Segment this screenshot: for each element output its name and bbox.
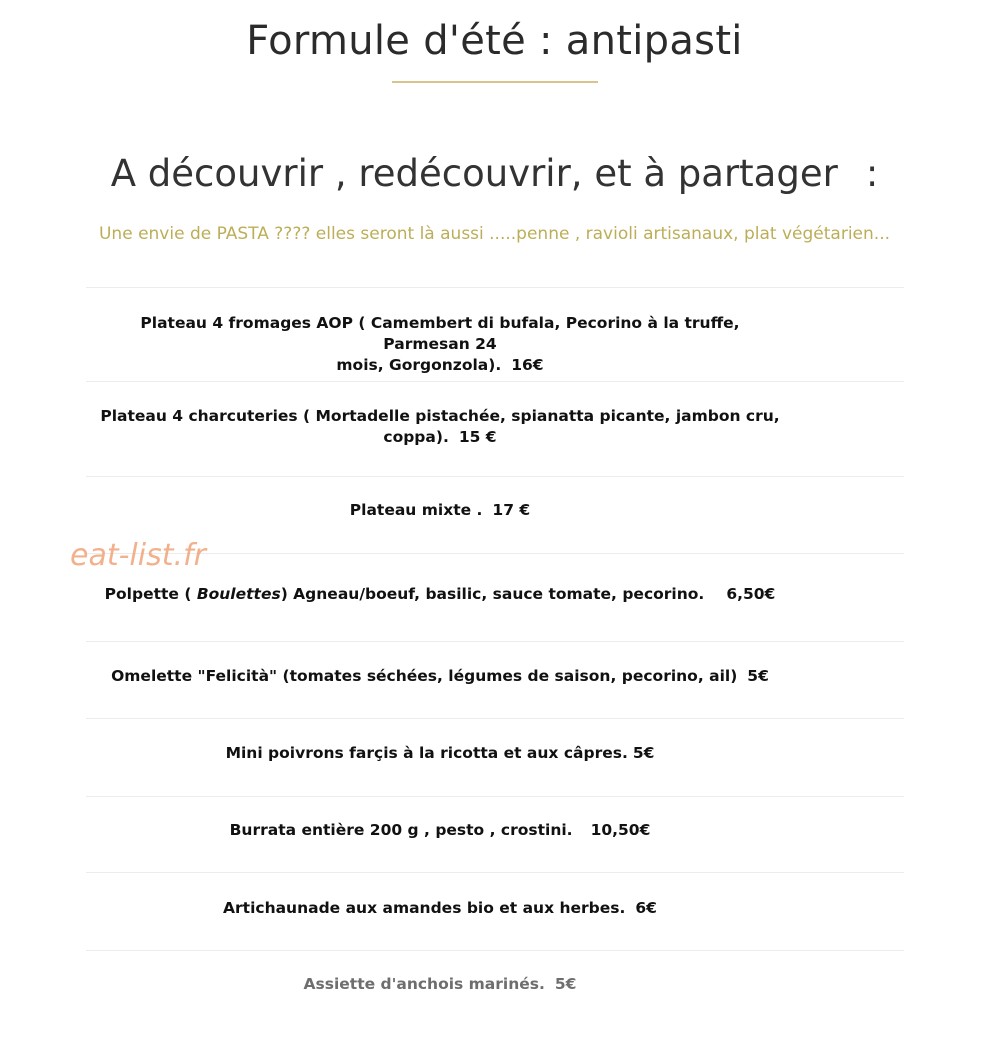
title-underline — [392, 81, 598, 83]
menu-item-price: 15 € — [458, 428, 497, 446]
menu-item-name: Burrata entière 200 g , pesto , crostini. — [229, 821, 573, 839]
menu-divider — [86, 381, 904, 382]
menu-item-price: 16€ — [511, 356, 544, 374]
section-heading-colon: : — [865, 152, 879, 195]
menu-item-price: 17 € — [492, 501, 531, 519]
menu-item-price: 10,50€ — [590, 821, 651, 839]
menu-item-name-suffix: ) Agneau/boeuf, basilic, sauce tomate, pecorino. — [280, 585, 705, 603]
menu-item-polpette — [100, 584, 780, 605]
menu-item-artichaunade — [100, 898, 780, 919]
menu-item-price: 5€ — [632, 744, 655, 762]
menu-item-name: Mini poivrons farçis à la ricotta et aux câpres. — [225, 744, 628, 762]
menu-item-price: 5€ — [747, 667, 769, 685]
menu-item-anchois — [100, 974, 780, 995]
menu-item-text-line1: Plateau 4 charcuteries ( Mortadelle pistachée, spianatta picante, jambon cru, — [100, 407, 780, 425]
menu-divider — [86, 641, 904, 642]
menu-item-name: Plateau mixte . — [349, 501, 483, 519]
menu-item-name-italic: Boulettes — [196, 585, 281, 603]
menu-item-plateau-fromages — [100, 313, 780, 376]
menu-divider — [86, 796, 904, 797]
menu-item-price: 5€ — [554, 975, 577, 993]
section-heading-text: A découvrir , redécouvrir, et à partager — [110, 152, 838, 195]
menu-item-plateau-mixte — [100, 500, 780, 521]
menu-divider — [86, 872, 904, 873]
menu-item-mini-poivrons — [100, 743, 780, 764]
menu-divider — [86, 950, 904, 951]
menu-item-name: Artichaunade aux amandes bio et aux herbes. — [223, 899, 626, 917]
intro-text: Une envie de PASTA ???? elles seront là aussi .....penne , ravioli artisanaux, plat végétarien... — [98, 224, 890, 244]
menu-item-price: 6€ — [635, 899, 657, 917]
menu-divider — [86, 553, 904, 554]
watermark: eat-list.fr — [70, 538, 206, 573]
section-heading — [0, 152, 989, 195]
menu-item-omelette — [100, 666, 780, 687]
menu-item-burrata — [100, 820, 780, 841]
menu-item-name: Omelette "Felicità" (tomates séchées, légumes de saison, pecorino, ail) — [111, 667, 738, 685]
menu-divider — [86, 476, 904, 477]
menu-item-desc: mois, Gorgonzola). — [336, 356, 502, 374]
menu-divider — [86, 287, 904, 288]
menu-item-text-line2 — [100, 355, 780, 376]
menu-item-price: 6,50€ — [726, 585, 776, 603]
menu-item-text-line1: Plateau 4 fromages AOP ( Camembert di bufala, Pecorino à la truffe, Parmesan 24 — [140, 314, 740, 353]
menu-item-desc: coppa). — [383, 428, 449, 446]
menu-item-name-prefix: Polpette ( — [104, 585, 192, 603]
menu-item-text-line2 — [100, 427, 780, 448]
menu-divider — [86, 718, 904, 719]
menu-item-name: Assiette d'anchois marinés. — [303, 975, 545, 993]
menu-item-plateau-charcuteries — [100, 406, 780, 448]
page-title: Formule d'été : antipasti — [246, 18, 743, 64]
